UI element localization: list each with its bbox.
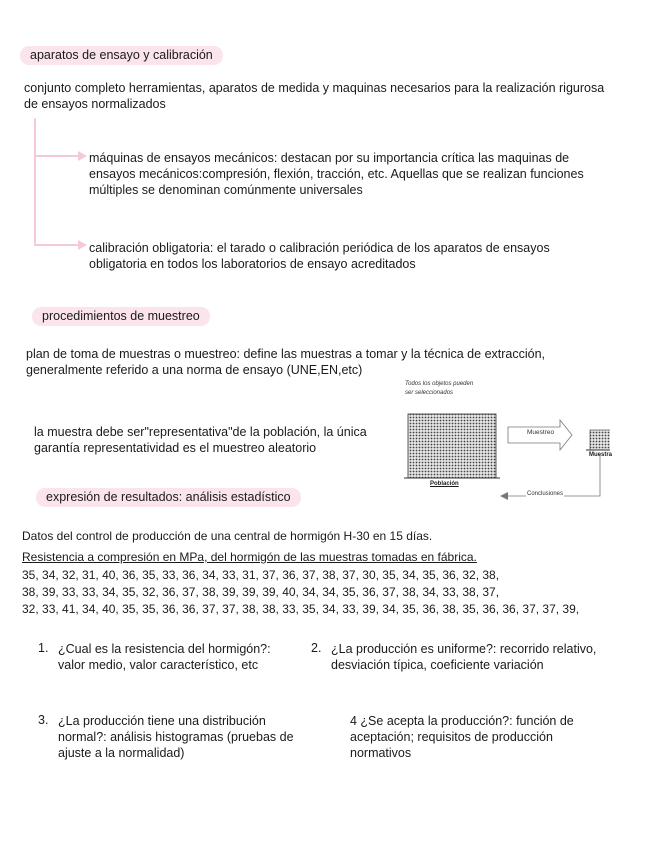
diagram-caption-2: ser seleccionados	[405, 390, 454, 396]
diagram-poblacion-label: Población	[430, 481, 459, 487]
arrow-icon	[78, 240, 87, 250]
question-4: 4 ¿Se acepta la producción?: función de aceptación; requisitos de producción normativos	[350, 714, 574, 760]
data-row-1: 35, 34, 32, 31, 40, 36, 35, 33, 36, 34, 33, 31, 37, 36, 37, 38, 37, 30, 35, 34, 35, 36, 32, 38,	[22, 568, 500, 582]
section-tag-resultados: expresión de resultados: análisis estadístico	[36, 488, 301, 507]
note-muestra: la muestra debe ser"representativa"de la población, la única garantía representatividad es el muestreo aleatorio	[34, 425, 367, 455]
diagram-muestra-label: Muestra	[589, 452, 613, 458]
item-maquinas-ensayo: máquinas de ensayos mecánicos: destacan por su importancia crítica las maquinas de ensayos mecánicos:compresión, flexión, tracción, etc. Aquellas que se realizan funciones múltiples se denominan comúnmente universales	[89, 151, 584, 197]
item-calibracion: calibración obligatoria: el tarado o calibración periódica de los aparatos de ensayos obligatoria en todos los laboratorios de ensayo acreditados	[89, 241, 550, 271]
diagram-conclusiones-label: Conclusiones	[527, 491, 564, 497]
data-row-3: 32, 33, 41, 34, 40, 35, 35, 36, 36, 37, 37, 38, 38, 33, 35, 34, 33, 39, 34, 35, 36, 38, 35, 36, 36, 37, 37, 39,	[22, 602, 580, 616]
intro-muestreo: plan de toma de muestras o muestreo: define las muestras a tomar y la técnica de extracción, generalmente referido a una norma de ensayo (UNE,EN,etc)	[26, 347, 546, 377]
muestreo-diagram	[400, 380, 613, 500]
question-2-number: 2.	[311, 641, 322, 655]
section-tag-aparatos: aparatos de ensayo y calibración	[20, 46, 223, 65]
arrow-icon	[78, 151, 87, 161]
section-tag-muestreo: procedimientos de muestreo	[32, 307, 210, 326]
question-3: ¿La producción tiene una distribución normal?: análisis histogramas (pruebas de ajuste a la normalidad)	[58, 714, 294, 760]
intro-aparatos: conjunto completo herramientas, aparatos de medida y maquinas necesarios para la realización rigurosa de ensayos normalizados	[24, 81, 605, 111]
question-2: ¿La producción es uniforme?: recorrido relativo, desviación típica, coeficiente variación	[331, 642, 597, 672]
question-3-number: 3.	[38, 713, 49, 727]
data-title: Datos del control de producción de una central de hormigón H-30 en 15 días.	[22, 529, 433, 543]
data-row-2: 38, 39, 33, 33, 34, 35, 32, 36, 37, 38, 39, 39, 39, 40, 34, 34, 35, 36, 37, 38, 34, 33, 38, 37,	[22, 585, 500, 599]
bracket-branch-1	[34, 155, 80, 157]
data-subtitle: Resistencia a compresión en MPa, del hormigón de las muestras tomadas en fábrica.	[22, 550, 477, 564]
bracket-branch-2	[34, 244, 80, 246]
diagram-caption-1: Todos los objetos pueden	[405, 381, 474, 387]
question-1: ¿Cual es la resistencia del hormigón?: valor medio, valor característico, etc	[58, 642, 271, 672]
diagram-arrow-label: Muestreo	[527, 429, 555, 436]
bracket-line	[34, 118, 36, 244]
question-1-number: 1.	[38, 641, 49, 655]
